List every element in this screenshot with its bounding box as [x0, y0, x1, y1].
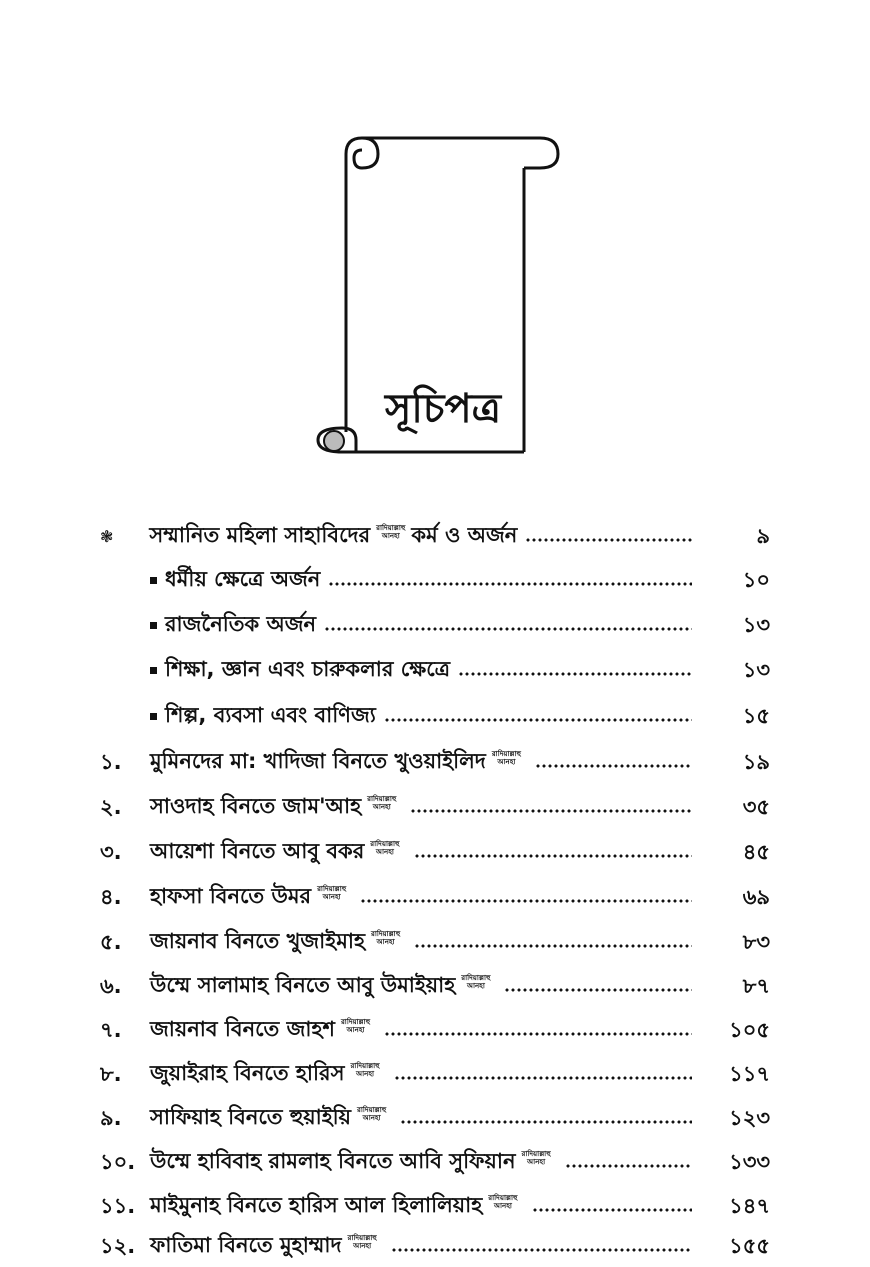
chapter-title: সাওদাহ বিনতে জাম'আহ	[150, 793, 362, 818]
dot-leader	[324, 624, 692, 634]
chapter-entry	[150, 922, 700, 962]
honorific-bottom: আনহা	[466, 982, 485, 990]
chapter-number: ৪.	[100, 885, 122, 909]
honorific-mark	[341, 1018, 370, 1034]
chapter-number: ৯.	[100, 1106, 122, 1130]
intro-row	[0, 516, 870, 556]
chapter-number: ২.	[100, 795, 122, 819]
dot-leader	[414, 941, 692, 951]
honorific-mark	[371, 930, 400, 946]
page-number: ৮৩	[742, 930, 770, 954]
subitem-title: ধর্মীয় ক্ষেত্রে অর্জন	[165, 566, 321, 591]
chapter-number: ৬.	[100, 974, 122, 998]
chapter-number: ১১.	[100, 1194, 136, 1218]
honorific-mark	[370, 840, 399, 856]
list-item	[0, 605, 870, 645]
chapter-number: ৩.	[100, 840, 122, 864]
list-item	[0, 1054, 870, 1094]
chapter-entry	[150, 1054, 700, 1094]
honorific-mark	[521, 1150, 550, 1166]
honorific-bottom: আনহা	[322, 893, 341, 901]
square-bullet-icon	[150, 622, 157, 629]
honorific-mark	[461, 974, 490, 990]
honorific-top: রাদিয়াল্লাহু	[357, 1106, 387, 1114]
chapter-title: আয়েশা বিনতে আবু বকর	[150, 838, 365, 863]
list-item	[0, 1186, 870, 1226]
dot-leader	[504, 985, 692, 995]
page-number: ১০	[742, 568, 770, 592]
honorific-top: রাদিয়াল্লাহু	[488, 1194, 518, 1202]
honorific-top: রাদিয়াল্লাহু	[521, 1150, 551, 1158]
dot-leader	[394, 1073, 692, 1083]
honorific-top: রাদিয়াল্লাহু	[317, 885, 347, 893]
flower-bullet-icon: ❃	[100, 526, 114, 546]
dot-leader	[525, 535, 692, 545]
chapter-title: মাইমুনাহ বিনতে হারিস আল হিলালিয়াহ	[150, 1192, 483, 1217]
page-number: ১১৭	[729, 1062, 770, 1086]
honorific-top: রাদিয়াল্লাহু	[340, 1018, 371, 1026]
dot-leader	[532, 1205, 693, 1215]
dot-leader	[360, 896, 692, 906]
chapter-entry	[150, 787, 700, 827]
page-number: ১৫৫	[729, 1234, 770, 1258]
dot-leader	[328, 579, 692, 589]
list-item	[0, 650, 870, 690]
intro-entry	[100, 516, 700, 556]
square-bullet-icon	[150, 577, 157, 584]
page-number: ১৯	[742, 750, 770, 774]
dot-leader	[384, 715, 692, 725]
honorific-top: রাদিয়াল্লাহু	[491, 750, 522, 758]
chapter-title: হাফসা বিনতে উমর	[150, 883, 312, 908]
chapter-entry	[150, 1098, 700, 1138]
honorific-bottom: আনহা	[353, 1242, 372, 1250]
honorific-bottom: আনহা	[375, 848, 394, 856]
square-bullet-icon	[150, 713, 157, 720]
page-number: ১৩	[742, 613, 770, 637]
dot-leader	[535, 761, 692, 771]
chapter-entry	[150, 966, 700, 1006]
honorific-bottom: আনহা	[493, 1202, 512, 1210]
chapter-entry	[150, 877, 700, 917]
chapter-number: ১.	[100, 750, 122, 774]
honorific-top: রাদিয়াল্লাহু	[376, 524, 406, 532]
page-number: ১৩৩	[729, 1150, 770, 1174]
honorific-bottom: আনহা	[356, 1070, 375, 1078]
page-number: ৮৭	[742, 974, 770, 998]
subitem-title: শিল্প, ব্যবসা এবং বাণিজ্য	[165, 702, 376, 727]
chapter-entry	[150, 832, 700, 872]
square-bullet-icon	[150, 667, 157, 674]
subitem-entry	[150, 650, 700, 690]
page-number: ১৪৭	[729, 1194, 770, 1218]
honorific-bottom: আনহা	[381, 532, 400, 540]
page-number: ১২৩	[729, 1106, 770, 1130]
chapter-number: ৭.	[100, 1018, 122, 1042]
honorific-mark	[492, 750, 521, 766]
honorific-mark	[350, 1062, 379, 1078]
chapter-number: ১২.	[100, 1234, 136, 1258]
chapter-title: উম্মে হাবিবাহ রামলাহ বিনতে আবি সুফিয়ান	[150, 1148, 516, 1173]
list-item	[0, 560, 870, 600]
chapter-entry	[150, 1142, 700, 1182]
honorific-top: রাদিয়াল্লাহু	[350, 1062, 380, 1070]
list-item	[0, 877, 870, 917]
honorific-mark	[357, 1106, 386, 1122]
list-item	[0, 696, 870, 736]
page-number: ৪৫	[742, 840, 770, 864]
honorific-top: রাদিয়াল্লাহু	[367, 795, 397, 803]
honorific-bottom: আনহা	[372, 803, 391, 811]
chapter-number: ১০.	[100, 1150, 136, 1174]
honorific-bottom: আনহা	[346, 1026, 365, 1034]
page-number: ৬৯	[742, 885, 770, 909]
dot-leader	[384, 1029, 692, 1039]
chapter-entry	[150, 1186, 700, 1226]
chapter-title: জায়নাব বিনতে খুজাইমাহ	[150, 928, 365, 953]
list-item	[0, 922, 870, 962]
honorific-top: রাদিয়াল্লাহু	[370, 930, 401, 938]
honorific-bottom: আনহা	[362, 1114, 381, 1122]
chapter-title: ফাতিমা বিনতে মুহাম্মাদ	[150, 1232, 342, 1257]
intro-title: সম্মানিত মহিলা সাহাবিদের	[149, 522, 371, 547]
page-number: ৯	[756, 524, 770, 548]
honorific-mark	[317, 885, 346, 901]
chapter-entry	[150, 1226, 700, 1266]
honorific-mark	[348, 1234, 377, 1250]
page-number: ১৩	[742, 658, 770, 682]
page-title: সূচিপত্র	[385, 386, 501, 432]
page-number: ৩৫	[742, 795, 770, 819]
chapter-entry	[150, 742, 700, 782]
intro-title-after: কর্ম ও অর্জন	[411, 522, 518, 547]
page-number: ১০৫	[729, 1018, 770, 1042]
chapter-number: ৫.	[100, 930, 122, 954]
subitem-title: শিক্ষা, জ্ঞান এবং চারুকলার ক্ষেত্রে	[165, 656, 451, 681]
list-item	[0, 1098, 870, 1138]
subitem-title: রাজনৈতিক অর্জন	[165, 611, 317, 636]
chapter-number: ৮.	[100, 1062, 122, 1086]
honorific-top: রাদিয়াল্লাহু	[347, 1234, 377, 1242]
list-item	[0, 1010, 870, 1050]
list-item	[0, 787, 870, 827]
subitem-entry	[150, 605, 700, 645]
honorific-mark	[376, 524, 405, 540]
chapter-title: জুয়াইরাহ বিনতে হারিস	[150, 1060, 345, 1085]
list-item	[0, 1142, 870, 1182]
dot-leader	[458, 669, 692, 679]
honorific-mark	[367, 795, 396, 811]
honorific-bottom: আনহা	[376, 938, 395, 946]
honorific-mark	[488, 1194, 517, 1210]
list-item	[0, 742, 870, 782]
list-item	[0, 1226, 870, 1266]
dot-leader	[400, 1117, 692, 1127]
dot-leader	[414, 851, 693, 861]
chapter-title: জায়নাব বিনতে জাহশ	[150, 1016, 335, 1041]
honorific-bottom: আনহা	[497, 758, 516, 766]
chapter-title: সাফিয়াহ বিনতে হুয়াইয়ি	[150, 1104, 352, 1129]
chapter-title: মুমিনদের মা: খাদিজা বিনতে খুওয়াইলিদ	[150, 748, 486, 773]
subitem-entry	[150, 560, 700, 600]
chapter-title: উম্মে সালামাহ বিনতে আবু উমাইয়াহ	[150, 972, 456, 997]
subitem-entry	[150, 696, 700, 736]
dot-leader	[410, 806, 692, 816]
list-item	[0, 966, 870, 1006]
honorific-top: রাদিয়াল্লাহু	[461, 974, 491, 982]
dot-leader	[391, 1245, 692, 1255]
honorific-bottom: আনহা	[527, 1158, 546, 1166]
list-item	[0, 832, 870, 872]
chapter-entry	[150, 1010, 700, 1050]
dot-leader	[565, 1161, 692, 1171]
page-number: ১৫	[742, 704, 770, 728]
honorific-top: রাদিয়াল্লাহু	[370, 840, 400, 848]
